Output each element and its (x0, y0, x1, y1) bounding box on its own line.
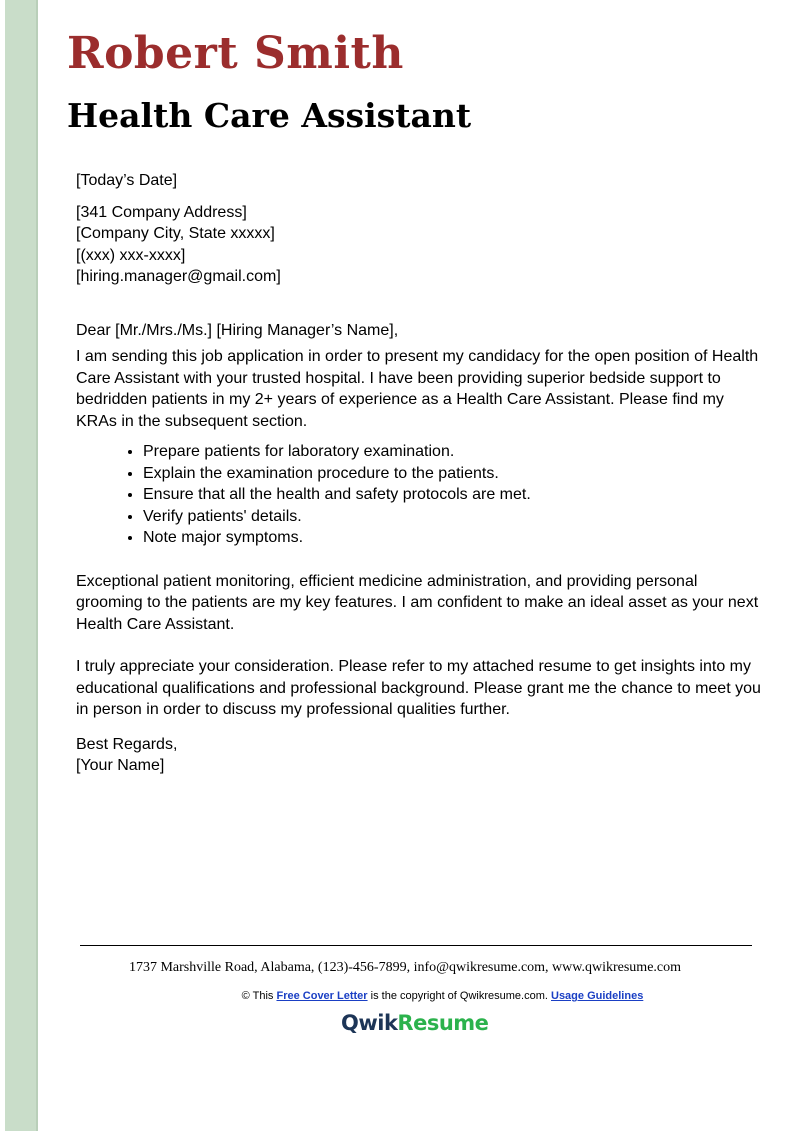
qwikresume-logo (341, 1011, 488, 1035)
kra-list-item: • Prepare patients for laboratory examination. (143, 441, 766, 463)
letter-body (76, 170, 766, 777)
letter-date: [Today’s Date] (76, 172, 178, 189)
logo-resume: Resume (397, 1011, 489, 1035)
applicant-name: Robert Smith (67, 28, 404, 79)
paragraph-features: Exceptional patient monitoring, efficient medicine administration, and providing personal grooming to the patients are my key features. I am confident to make an ideal asset as your next Health Care Assistant. (76, 572, 759, 633)
usage-guidelines-link[interactable]: Usage Guidelines (551, 990, 644, 1002)
footer-divider (80, 945, 752, 946)
closing-salutation: Best Regards, (76, 735, 178, 753)
paragraph-closing: I truly appreciate your consideration. Please refer to my attached resume to get insights into my educational qualifications and professional background. Please grant me the chance to meet you in person in order to discuss my professional qualities further. (76, 658, 761, 718)
greeting: Dear [Mr./Mrs./Ms.] [Hiring Manager’s Name], (76, 321, 399, 339)
copyright-notice (0, 990, 800, 1002)
address-line: [(xxx) xxx-xxxx] (76, 246, 186, 264)
copyright-middle: is the copyright of Qwikresume.com. (370, 990, 548, 1002)
kra-list-item: • Ensure that all the health and safety protocols are met. (143, 484, 766, 506)
address-line: [hiring.manager@gmail.com] (76, 268, 281, 285)
footer-contact: 1737 Marshville Road, Alabama, (123)-456-7899, info@qwikresume.com, www.qwikresume.com (128, 960, 682, 975)
kra-list-item: • Explain the examination procedure to the patients. (143, 463, 766, 485)
kra-list-item: • Verify patients' details. (143, 506, 766, 528)
kra-list (76, 441, 766, 549)
free-cover-letter-link[interactable]: Free Cover Letter (276, 990, 368, 1002)
paragraph-intro: I am sending this job application in order to present my candidacy for the open position of Health Care Assistant with your trusted hospital. I have been providing superior bedside support to bedridden patients in my 2+ years of experience as a Health Care Assistant. Please find my KRAs in the subsequent section. (76, 348, 759, 430)
kra-list-item: • Note major symptoms. (143, 527, 766, 549)
logo-qwik: Qwik (341, 1011, 398, 1035)
copyright-prefix: © This (241, 990, 274, 1002)
recipient-address (76, 202, 766, 288)
address-line: [341 Company Address] (76, 203, 247, 221)
job-title: Health Care Assistant (67, 96, 472, 135)
signature-name: [Your Name] (76, 757, 165, 774)
address-line: [Company City, State xxxxx] (76, 225, 275, 242)
